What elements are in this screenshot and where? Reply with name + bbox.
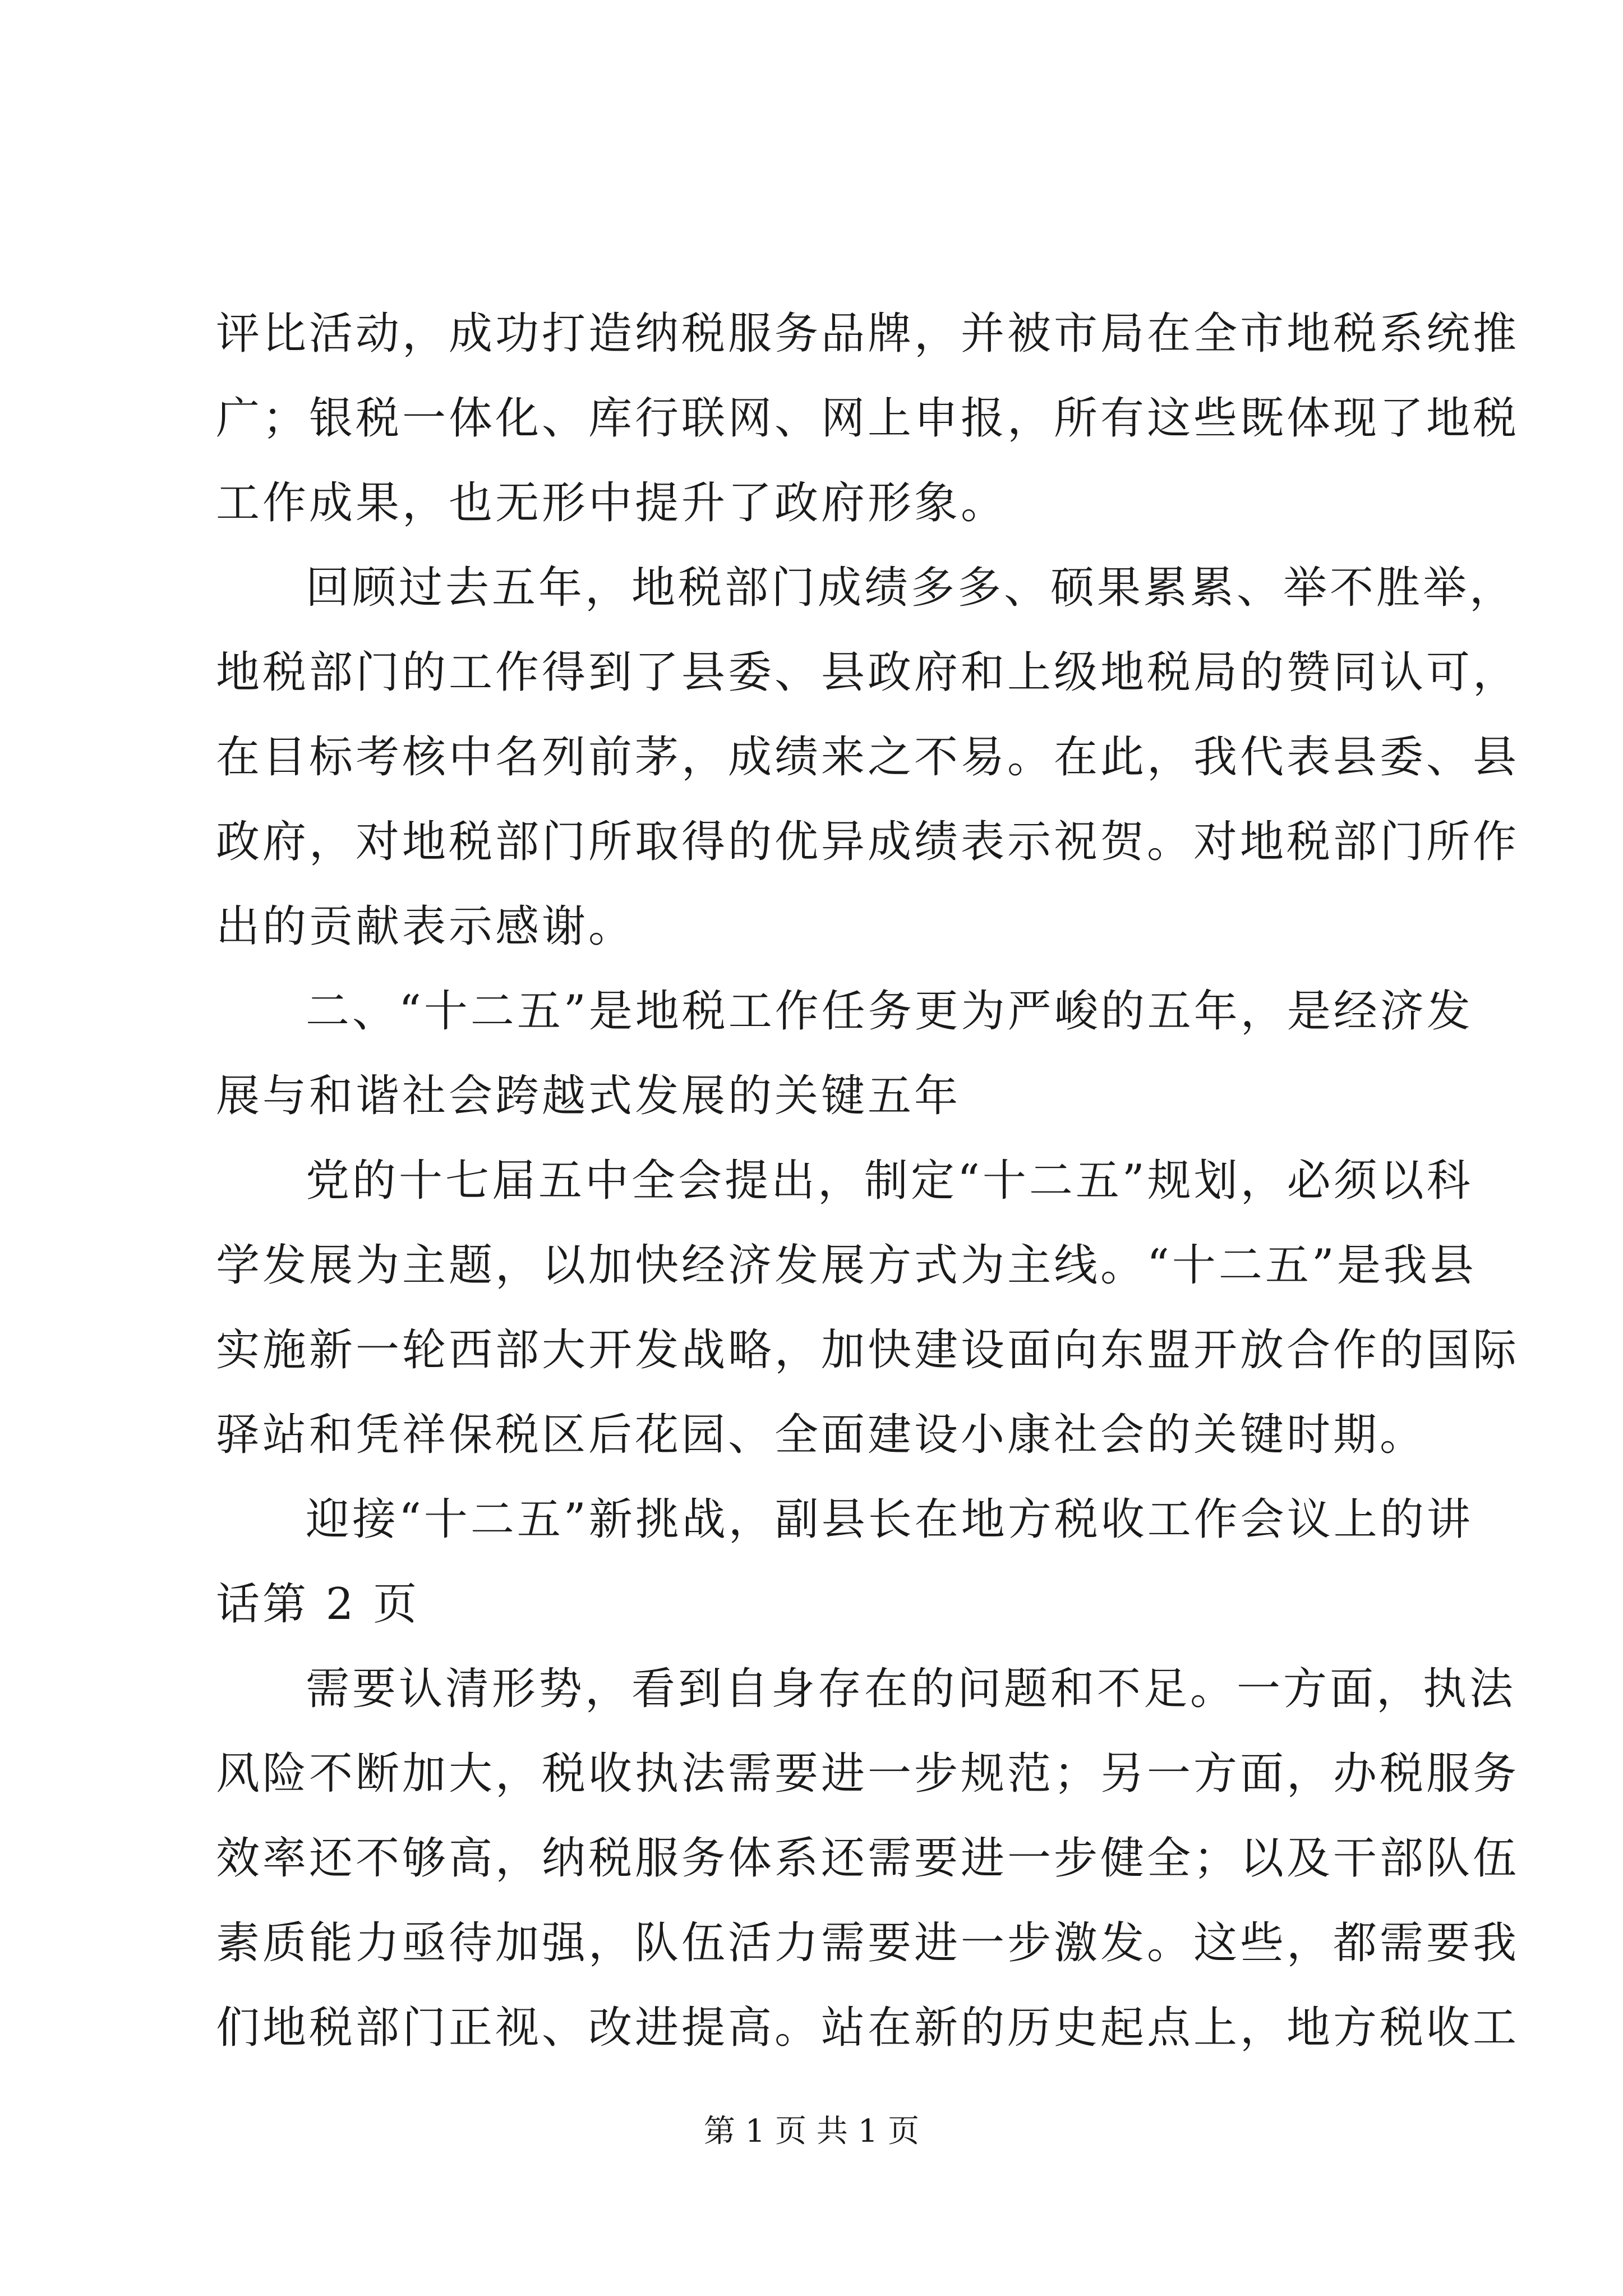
text-line: 话第 2 页 [216,1579,420,1630]
text-line: 效率还不够高，纳税服务体系还需要进一步健全；以及干部队伍 [216,1833,1520,1884]
text-line: 出的贡献表示感谢。 [216,901,635,952]
text-line: 们地税部门正视、改进提高。站在新的历史起点上，地方税收工 [216,2003,1520,2053]
section-heading-line: 展与和谐社会跨越式发展的关键五年 [216,1071,961,1121]
text-line: 迎接“十二五”新挑战，副县长在地方税收工作会议上的讲 [306,1494,1473,1545]
text-line: 需要认清形势，看到自身存在的问题和不足。一方面，执法 [306,1664,1516,1714]
text-line: 在目标考核中名列前茅，成绩来之不易。在此，我代表县委、县 [216,732,1520,783]
body-text [216,292,1520,2070]
text-line: 党的十七届五中全会提出，制定“十二五”规划，必须以科 [306,1156,1473,1206]
text-line: 实施新一轮西部大开发战略，加快建设面向东盟开放合作的国际 [216,1325,1520,1375]
section-heading-line: 二、“十二五”是地税工作任务更为严峻的五年，是经济发 [306,986,1473,1037]
text-line: 地税部门的工作得到了县委、县政府和上级地税局的赞同认可， [216,647,1520,698]
text-line: 素质能力亟待加强，队伍活力需要进一步激发。这些，都需要我 [216,1918,1520,1968]
page-footer: 第 1 页 共 1 页 [703,2113,920,2150]
text-line: 风险不断加大，税收执法需要进一步规范；另一方面，办税服务 [216,1749,1520,1799]
text-line: 回顾过去五年，地税部门成绩多多、硕果累累、举不胜举， [306,563,1516,613]
text-line: 评比活动，成功打造纳税服务品牌，并被市局在全市地税系统推 [216,309,1520,359]
text-line: 工作成果，也无形中提升了政府形象。 [216,478,1008,528]
text-line: 学发展为主题，以加快经济发展方式为主线。“十二五”是我县 [216,1240,1477,1291]
text-line: 广；银税一体化、库行联网、网上申报，所有这些既体现了地税 [216,393,1520,444]
text-line: 政府，对地税部门所取得的优异成绩表示祝贺。对地税部门所作 [216,817,1520,867]
text-line: 驿站和凭祥保税区后花园、全面建设小康社会的关键时期。 [216,1410,1427,1460]
